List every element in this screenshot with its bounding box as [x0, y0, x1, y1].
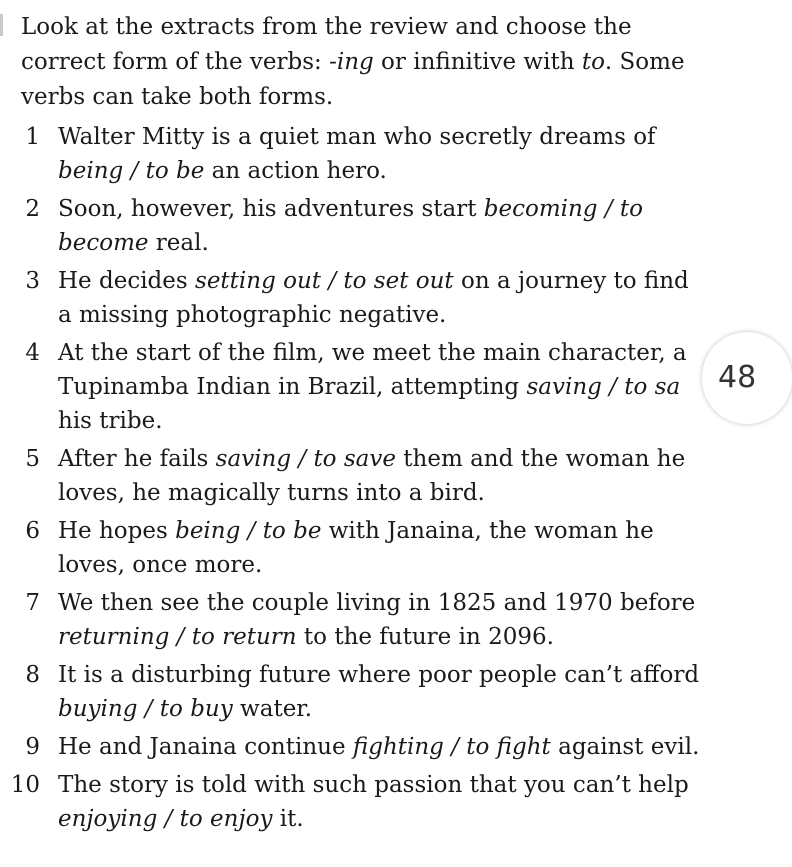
sentence-before: At the start of the film, we meet the main character, a Tupinamba Indian in Brazil, attempting	[58, 340, 687, 400]
verb-options: saving / to sa	[526, 374, 681, 400]
exercise-item-4	[0, 336, 748, 438]
exercise-instruction	[21, 10, 711, 115]
sentence-after: them and the woman he loves, he magically turns into a bird.	[58, 446, 686, 506]
instruction-ing: -ing	[329, 49, 374, 75]
item-number: 7	[25, 590, 40, 616]
sentence-before: It is a disturbing future where poor people can’t afford	[58, 662, 700, 688]
sentence-before: We then see the couple living in 1825 and 1970 before	[58, 590, 696, 616]
item-sentence	[58, 586, 708, 654]
item-number: 4	[25, 340, 40, 366]
item-sentence	[58, 120, 708, 188]
sentence-before: The story is told with such passion that you can’t help	[58, 772, 689, 798]
sentence-before: He hopes	[58, 518, 176, 544]
verb-options: saving / to save	[215, 446, 396, 472]
item-number: 2	[25, 196, 40, 222]
instruction-text-3: . Some verbs can take both forms.	[21, 49, 685, 110]
item-sentence	[58, 768, 708, 836]
exercise-item-7	[0, 586, 748, 654]
sentence-before: He and Janaina continue	[58, 734, 353, 760]
verb-options: becoming / to become	[58, 196, 643, 256]
verb-options: being / to be	[175, 518, 322, 544]
item-sentence	[58, 264, 708, 332]
instruction-text-2: or infinitive with	[373, 49, 582, 75]
sentence-after: his tribe.	[58, 408, 163, 434]
sentence-before: After he fails	[58, 446, 216, 472]
item-number: 3	[25, 268, 40, 294]
instruction-to: to	[581, 49, 605, 75]
item-number: 1	[25, 124, 40, 150]
sentence-after: an action hero.	[204, 158, 387, 184]
sentence-after: real.	[148, 230, 209, 256]
page-number-tab[interactable]	[702, 332, 792, 424]
sentence-after: it.	[272, 806, 304, 832]
item-sentence	[58, 514, 708, 582]
sentence-before: Walter Mitty is a quiet man who secretly dreams of	[58, 124, 656, 150]
item-number: 8	[25, 662, 40, 688]
sentence-after: against evil.	[550, 734, 700, 760]
exercise-item-3	[0, 264, 748, 332]
verb-options: being / to be	[58, 158, 205, 184]
exercise-item-1	[0, 120, 748, 188]
verb-options: setting out / to set out	[195, 268, 454, 294]
exercise-item-10	[0, 768, 748, 836]
item-number: 9	[25, 734, 40, 760]
item-sentence	[58, 442, 708, 510]
page-edge-mark	[0, 14, 3, 36]
instruction-text-1: Look at the extracts from the review and choose the correct form of the verbs:	[21, 14, 632, 75]
sentence-after: water.	[232, 696, 313, 722]
item-sentence	[58, 658, 708, 726]
verb-options: fighting / to fight	[352, 734, 551, 760]
item-number: 6	[25, 518, 40, 544]
exercise-item-9	[0, 730, 748, 764]
verb-options: buying / to buy	[58, 696, 233, 722]
sentence-after: with Janaina, the woman he loves, once more.	[58, 518, 654, 578]
item-number: 10	[10, 772, 40, 798]
item-number: 5	[25, 446, 40, 472]
exercise-item-6	[0, 514, 748, 582]
exercise-item-5	[0, 442, 748, 510]
verb-options: enjoying / to enjoy	[58, 806, 273, 832]
item-sentence	[58, 336, 708, 438]
sentence-after: to the future in 2096.	[296, 624, 554, 650]
sentence-after: on a journey to find a missing photographic negative.	[58, 268, 689, 328]
item-sentence	[58, 730, 708, 764]
verb-options: returning / to return	[58, 624, 297, 650]
page-number: 48	[718, 360, 757, 395]
sentence-before: Soon, however, his adventures start	[58, 196, 484, 222]
exercise-item-2	[0, 192, 748, 260]
sentence-before: He decides	[58, 268, 196, 294]
exercise-list	[0, 120, 748, 840]
item-sentence	[58, 192, 708, 260]
exercise-item-8	[0, 658, 748, 726]
